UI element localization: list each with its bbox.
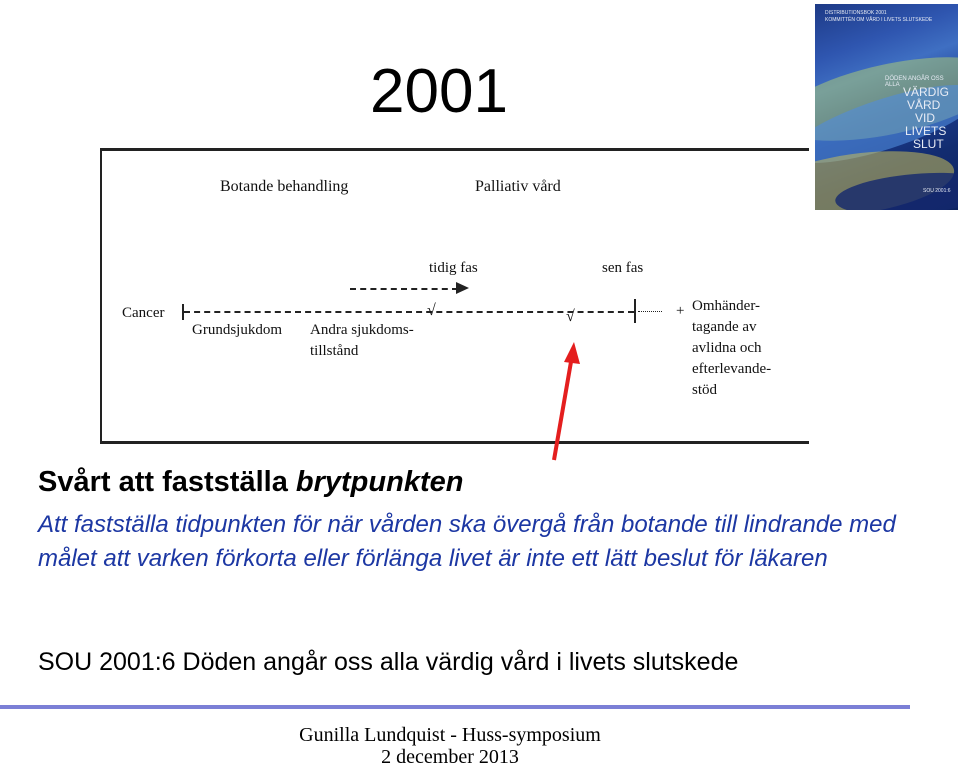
source-citation: SOU 2001:6 Döden angår oss alla värdig vård i livets slutskede <box>38 648 739 676</box>
label-aftercare-1: Omhänder- <box>692 298 761 314</box>
label-aftercare-4: efterlevande- <box>692 361 772 377</box>
cover-top-text-1: DISTRIBUTIONSBOK 2001 <box>825 10 887 16</box>
early-phase-arrow-line <box>350 288 458 290</box>
label-early-phase: tidig fas <box>429 260 478 276</box>
heading-text: Svårt att fastställa <box>38 466 296 498</box>
label-palliative: Palliativ vård <box>475 178 561 195</box>
slide-title: 2001 <box>370 57 508 126</box>
label-aftercare-2: tagande av <box>692 319 757 335</box>
cover-title-line: SLUT <box>913 137 944 151</box>
cover-number: SOU 2001:6 <box>923 188 951 194</box>
slide-heading <box>38 466 463 499</box>
footer-rule <box>0 705 910 709</box>
cover-top-text-2: KOMMITTÉN OM VÅRD I LIVETS SLUTSKEDE <box>825 17 933 23</box>
label-other-conditions-2: tillstånd <box>310 343 359 359</box>
palliative-timeline-diagram <box>100 148 809 444</box>
footer-author: Gunilla Lundquist - Huss-symposium <box>299 724 601 746</box>
check-mark-late: √ <box>566 308 575 325</box>
cover-title-line: VID <box>915 111 936 125</box>
timeline-tail <box>638 311 662 312</box>
label-other-conditions-1: Andra sjukdoms- <box>310 322 414 338</box>
plus-mark: + <box>676 303 685 319</box>
label-aftercare-3: avlidna och <box>692 340 762 356</box>
quote-text: Att fastställa tidpunkten för när vården ska övergå från botande till lindrande med målet att varken förkorta eller förlänga livet är inte ett lätt beslut för läkaren <box>38 511 896 572</box>
heading-emphasis: brytpunkten <box>295 466 464 498</box>
red-pointer-arrow <box>540 340 590 462</box>
cover-series: DÖDEN ANGÅR OSS ALLA <box>885 76 944 88</box>
label-underlying-disease: Grundsjukdom <box>192 322 282 338</box>
footer-date: 2 december 2013 <box>381 746 519 768</box>
check-mark-early: √ <box>427 302 436 319</box>
cover-title-line: VÄRDIG <box>903 85 950 99</box>
timeline-death-tick <box>634 299 636 323</box>
cover-title-line: VÅRD <box>907 98 941 112</box>
cover-title-line: LIVETS <box>905 124 947 138</box>
book-cover-image <box>815 4 958 210</box>
early-phase-arrowhead <box>456 282 470 294</box>
label-aftercare-5: stöd <box>692 382 718 398</box>
label-cancer: Cancer <box>122 305 165 321</box>
label-late-phase: sen fas <box>602 260 644 276</box>
label-curative: Botande behandling <box>220 178 349 195</box>
